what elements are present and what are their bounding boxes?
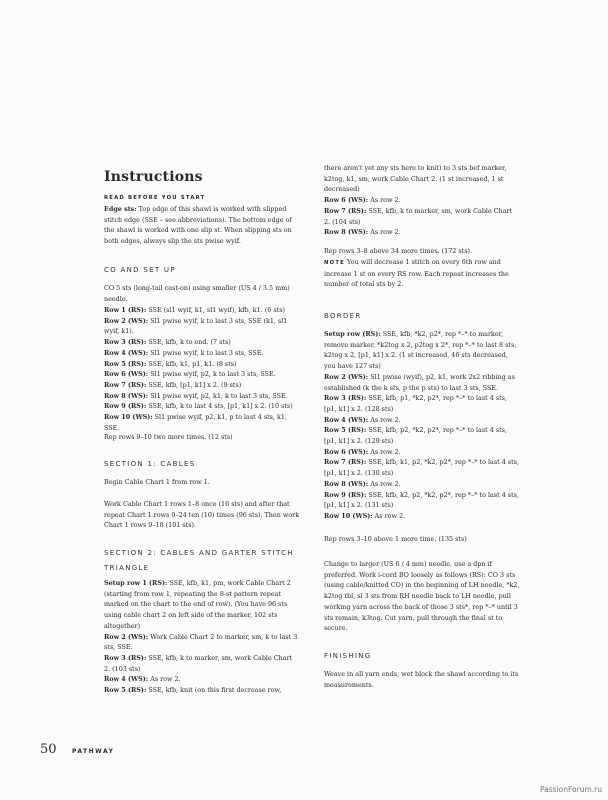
row-label: Row 2 (WS): bbox=[324, 372, 369, 381]
row-label: Row 2 (WS): bbox=[104, 316, 149, 325]
section-2-rows bbox=[104, 578, 300, 696]
instruction-row bbox=[324, 457, 520, 478]
row-text: Work Cable Chart 2 to marker, sm, k to last 3 sts, SSE. bbox=[104, 632, 298, 652]
instruction-row bbox=[104, 391, 300, 402]
instruction-row bbox=[324, 206, 520, 227]
row-text: SSE, kfb, *k2, p2*, rep *–* to marker, remove marker, *k2tog x 2, p2tog x 2*, rep *–* to last 8 sts, k2tog x 2, [p1, k1] x 2. (1 st increased, 46 sts decreased, you have 127 sts) bbox=[324, 330, 517, 371]
row-label: Row 7 (RS): bbox=[104, 380, 147, 389]
row-label: Row 9 (RS): bbox=[324, 490, 367, 499]
instruction-row bbox=[104, 578, 300, 632]
instruction-row bbox=[324, 511, 520, 522]
row-text: SSE, kfb, k2, p2, *k2, p2*, rep *–* to last 4 sts, [p1, k1] x 2. (131 sts) bbox=[324, 490, 519, 510]
row-label: Row 7 (RS): bbox=[324, 458, 367, 467]
row-text: As row 2. bbox=[368, 196, 401, 205]
read-before-label: READ BEFORE YOU START bbox=[104, 195, 206, 201]
section-1-paragraph-1: Begin Cable Chart 1 from row 1. bbox=[104, 478, 210, 486]
page-number: 50 bbox=[40, 742, 57, 757]
row-text: SSE, kfb, p2, *k2, p2*, rep *–* to last 4 sts, [p1, k1] x 2. (129 sts) bbox=[324, 426, 507, 446]
section-2-heading: SECTION 2: CABLES AND GARTER STITCH TRIANGLE bbox=[104, 549, 294, 572]
section-1-paragraph-2: Work Cable Chart 1 rows 1–8 once (16 sts) and after that repeat Chart 1 rows 9–24 ten (10) times (96 sts). Then work Chart 1 rows 9–18 (101 sts). bbox=[104, 500, 300, 530]
instruction-row bbox=[104, 348, 300, 359]
finishing-paragraph: Weave in all yarn ends, wet block the shawl according to its measurements. bbox=[324, 670, 519, 689]
instruction-row bbox=[324, 447, 520, 458]
section-1-heading: SECTION 1: CABLES bbox=[104, 460, 196, 468]
row-continuation: there aren't yet any sts here to knit) to 3 sts bef marker, k2tog, k1, sm, work Cable Chart 2. (1 st increased, 1 st decreased) bbox=[324, 164, 507, 194]
instruction-row bbox=[324, 425, 520, 446]
row-text: SSE, kfb, k to last 4 sts, [p1, k1] x 2. (10 sts) bbox=[146, 402, 293, 411]
finishing-heading: FINISHING bbox=[324, 652, 372, 660]
row-text: SSE, kfb, knit (on this first decrease row, bbox=[146, 686, 282, 695]
row-label: Row 4 (WS): bbox=[324, 415, 369, 424]
row-text: SSE, kfb, k to marker, sm, work Cable Chart 2. (103 sts) bbox=[104, 653, 293, 673]
row-label: Row 2 (WS): bbox=[104, 632, 149, 641]
row-label: Row 6 (WS): bbox=[324, 447, 369, 456]
row-text: SSE, kfb, k1, pm, work Cable Chart 2 (starting from row 1, repeating the 8-st pattern repeat marked on the chart to the end of row). (You have 96 sts using cable chart 2 on left side of the marker, 102 sts altogether) bbox=[104, 579, 291, 630]
row-text: As row 2. bbox=[368, 228, 401, 237]
instruction-row bbox=[104, 369, 300, 380]
row-label: Row 6 (WS): bbox=[324, 196, 369, 205]
co-heading: CO AND SET UP bbox=[104, 266, 176, 274]
row-text: SSE, kfb, k to marker, sm, work Cable Chart 2. (104 sts) bbox=[324, 206, 513, 226]
instruction-row bbox=[104, 380, 300, 391]
row-label: Row 4 (WS): bbox=[104, 675, 149, 684]
row-label: Row 1 (RS): bbox=[104, 306, 147, 314]
instruction-row bbox=[104, 359, 300, 370]
instruction-row bbox=[104, 412, 300, 433]
instruction-row bbox=[324, 479, 520, 490]
row-text: SSE (sl1 wyif, k1, sl1 wyif), kfb, k1. (6 sts) bbox=[146, 306, 285, 314]
row-text: Sl1 pwise wyif, k to last 3 sts, SSE. bbox=[148, 348, 264, 357]
row-label: Row 3 (RS): bbox=[324, 394, 367, 403]
row-label: Row 6 (WS): bbox=[104, 370, 149, 379]
instruction-row bbox=[324, 227, 520, 238]
page-title: Instructions bbox=[104, 169, 203, 185]
row-text: SSE, kfb, k1, p2, *k2, p2*, rep *–* to last 4 sts, [p1, k1] x 2. (130 sts) bbox=[324, 458, 519, 478]
row-text: As row 2. bbox=[148, 675, 181, 684]
instruction-row bbox=[104, 685, 300, 696]
magazine-name: PATHWAY bbox=[72, 748, 115, 755]
instruction-row bbox=[324, 393, 520, 414]
row-text: Sl1 pwise wyif, p2, k1, k to last 3 sts, SSE. bbox=[148, 391, 288, 400]
row-label: Row 4 (WS): bbox=[104, 348, 149, 357]
row-text: As row 2. bbox=[368, 479, 401, 488]
border-rows bbox=[324, 329, 520, 522]
row-text: Sl1 pwise wyif, p2, k to last 3 sts, SSE. bbox=[148, 370, 276, 379]
instruction-row bbox=[104, 316, 300, 337]
instruction-row bbox=[104, 401, 300, 412]
row-label: Row 3 (RS): bbox=[104, 653, 147, 662]
section-2-repeat: Rep rows 3–8 above 34 more times. (172 sts). bbox=[324, 247, 473, 255]
row-label: Row 8 (WS): bbox=[324, 228, 369, 237]
instruction-row bbox=[324, 490, 520, 511]
instruction-row bbox=[324, 372, 520, 393]
row-label: Row 5 (RS): bbox=[104, 359, 147, 368]
row-text: As row 2. bbox=[368, 447, 401, 456]
instruction-row bbox=[104, 674, 300, 685]
row-text: Sl1 pwise (wyif), p2, k1, work 2x2 ribbing as established (k the k sts, p the p sts) to last 3 sts, SSE. bbox=[324, 372, 515, 392]
instruction-row bbox=[104, 653, 300, 674]
row-text: SSE, kfb, k to end. (7 sts) bbox=[146, 338, 231, 347]
row-text: SSE, kfb, k1, p1, k1. (8 sts) bbox=[146, 359, 237, 368]
row-label: Row 5 (RS): bbox=[324, 426, 367, 435]
row-label: Row 3 (RS): bbox=[104, 338, 147, 347]
row-text: SSE, kfb, [p1, k1] x 2. (9 sts) bbox=[146, 380, 242, 389]
row-label: Setup row 1 (RS): bbox=[104, 579, 168, 587]
instruction-row bbox=[324, 415, 520, 426]
co-repeat: Rep rows 9–10 two more times. (12 sts) bbox=[104, 433, 233, 441]
co-rows bbox=[104, 305, 300, 433]
instruction-row bbox=[324, 195, 520, 206]
row-text: As row 2. bbox=[372, 511, 406, 520]
instruction-row bbox=[104, 632, 300, 653]
row-label: Row 10 (WS): bbox=[324, 511, 373, 520]
row-text: As row 2. bbox=[368, 415, 401, 424]
watermark: PassionForum.ru bbox=[539, 785, 602, 794]
note-paragraph: NOTE You will decrease 1 stitch on every 6th row and increase 1 st on every RS row. Each repeat increases the number of total sts by 2. bbox=[324, 258, 509, 289]
row-label: Setup row (RS): bbox=[324, 330, 381, 338]
border-heading: BORDER bbox=[324, 312, 362, 320]
row-label: Row 8 (WS): bbox=[104, 391, 149, 400]
row-text: SSE, kfb, p1, *k2, p2*, rep *–* to last 4 sts, [p1, k1] x 2. (128 sts) bbox=[324, 394, 507, 413]
row-text: Sl1 pwise wyif, p2, k1, p to last 4 sts, k1, SSE. bbox=[104, 413, 287, 432]
row-label: Row 8 (WS): bbox=[324, 479, 369, 488]
instruction-row bbox=[104, 305, 300, 316]
change-needle-paragraph: Change to larger (US 6 / 4 mm) needle, use a dpn if preferred. Work i-cord BO loosely as follows (RS): CO 3 sts (using cable/knitted CO) in the beginning of LH needle, *k2, k2tog tbl, sl 3 sts from RH needle back to LH needle, pull working yarn across the back of those 3 sts*, rep *–* until 3 sts remain, k3tog. Cut yarn, pull through the final st to secure. bbox=[324, 560, 520, 633]
co-paragraph: CO 5 sts (long-tail cast-on) using smaller (US 4 / 3.5 mm) needle. bbox=[104, 284, 290, 303]
row-label: Row 10 (WS): bbox=[104, 413, 153, 422]
row-label: Row 7 (RS): bbox=[324, 206, 367, 215]
instruction-row bbox=[324, 329, 520, 372]
row-text: Sl1 pwise wyif, k to last 3 sts, SSE (k1, sl1 wyif, k1). bbox=[104, 316, 288, 336]
row-label: Row 5 (RS): bbox=[104, 686, 147, 695]
row-label: Row 9 (RS): bbox=[104, 402, 147, 411]
instruction-row bbox=[104, 337, 300, 348]
section-2-continued bbox=[324, 163, 520, 238]
edge-sts-paragraph: Edge sts: Top edge of this shawl is worked with slipped stitch edge (SSE – see abbreviations). The bottom edge of the shawl is worked with one slip st. When slipping sts on both edges, always slip the sts pwise wyif. bbox=[104, 205, 292, 246]
border-repeat: Rep rows 3–10 above 1 more time. (135 sts) bbox=[324, 535, 467, 543]
